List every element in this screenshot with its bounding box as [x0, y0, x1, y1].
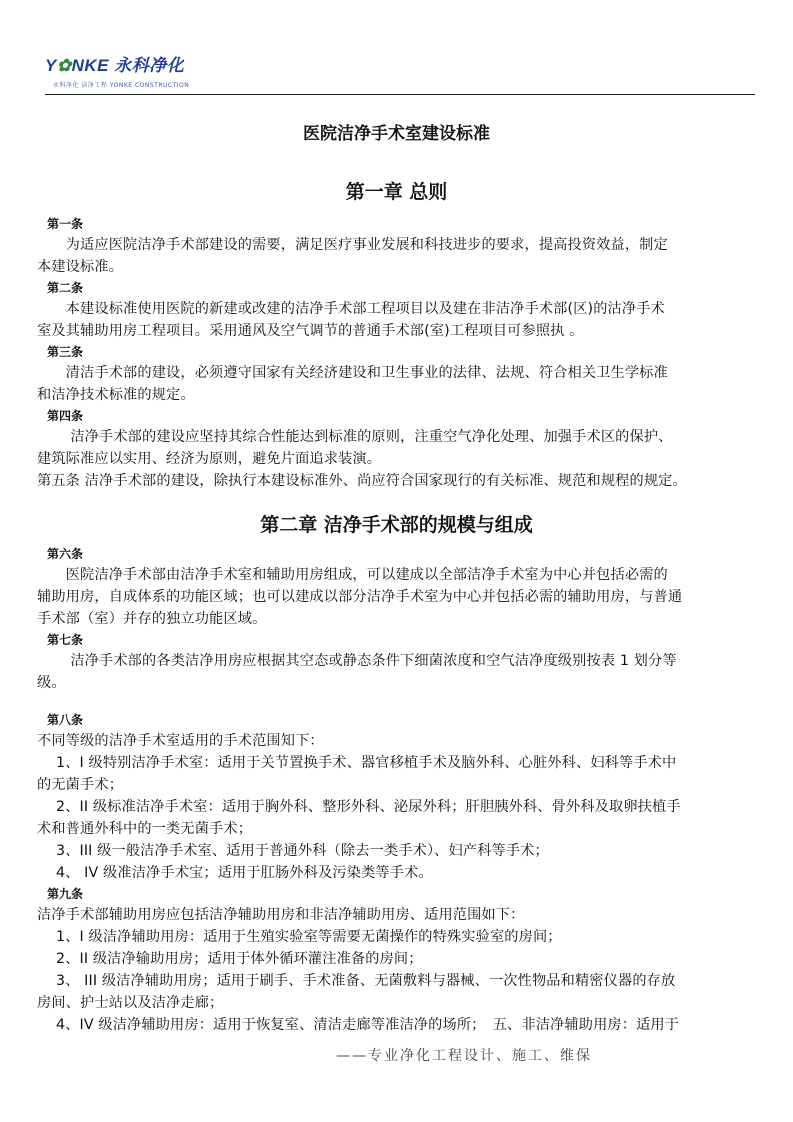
article-text-line: 医院洁净手术部由洁净手术室和辅助用房组成，可以建成以全部洁净手术室为中心并包括必需的 [37, 567, 668, 583]
article-text-line: 3、 III 级洁净辅助用房；适用于刷手、手术准备、无菌敷料与器械、一次性物品和精密仪器的存放 [37, 973, 676, 989]
article-text-line [37, 694, 759, 710]
chapter-1-body [37, 214, 759, 492]
article-text-line: 清洁手术部的建设，必须遵守国家有关经济建设和卫生事业的法律、法规、符合相关卫生学标准 [37, 365, 668, 381]
document-title: 医院洁净手术室建设标准 [303, 124, 490, 144]
article-label: 第四条 [47, 409, 84, 423]
article-label: 第九条 [47, 887, 84, 901]
article-label: 第二条 [47, 281, 84, 295]
article-text-line: 洁净手术部的各类洁净用房应根据其空态或静态条件下细菌浓度和空气洁净度级别按表 1 划分等 [37, 653, 677, 669]
article-text-line: 洁净手术部的建设应坚持其综合性能达到标准的原则，注重空气净化处理、加强手术区的保护、 [37, 429, 673, 445]
chapter-1-title: 第一章 总则 [345, 181, 448, 203]
article-text-line: 本建设标准。 [37, 259, 124, 275]
article-text-line: 4、 IV 级准洁净手术宝；适用于肛肠外科及污染类等手术。 [37, 865, 433, 881]
article-text-line: 3、III 级一般洁净手术室、适用于普通外科（除去一类手术）、妇产科等手术； [37, 843, 549, 859]
article-text-line: 2、II 级标准洁净手术室：适用于胸外科、整形外科、泌尿外科；肝胆胰外科、骨外科及取卵扶植手 [37, 799, 681, 815]
article-text-line: 2、II 级洁净输助用房；适用于体外循环灌注准备的房间； [37, 951, 423, 967]
article-text-line: 术和普通外科中的一类无菌手术； [37, 821, 253, 837]
article-text-line: 手术部（室）并存的独立功能区域。 [37, 611, 267, 627]
article-text-line: 洁净手术部辅助用房应包括洁净辅助用房和非洁净辅助用房、适用范围如下： [37, 907, 525, 923]
page-footer: ——专业净化工程设计、施工、维保 [336, 1048, 592, 1064]
article-text-line: 建筑际准应以实用、经济为原则，避免片面追求装演。 [37, 451, 382, 467]
article-text-line: 1、I 级洁净辅助用房：适用于生殖实验室等需要无菌操作的特殊实验室的房间； [37, 929, 562, 945]
article-text-line: 的无菌手术； [37, 777, 124, 793]
article-text-line: 为适应医院洁净手术部建设的需要，满足医疗事业发展和科技进步的要求，提高投资效益，制定 [37, 237, 668, 253]
article-text-line: 1、I 级特别洁净手术室：适用于关节置换手术、器官移植手术及脑外科、心脏外科、妇科等手术中 [37, 755, 677, 771]
article-label: 第三条 [47, 345, 84, 359]
chapter-2-body [37, 544, 759, 1036]
article-text-line: 本建设标准使用医院的新建或改建的洁净手术部工程项目以及建在非洁净手术部(区)的沽净手术 [37, 301, 665, 317]
article-5-text: 第五条 洁净手术部的建设，除执行本建设标准外、尚应符合国家现行的有关标准、规范和规程的规定。 [37, 473, 687, 489]
company-logo: Y✿NKE 永科净化 [45, 56, 185, 75]
article-text-line: 级。 [37, 675, 66, 691]
article-label: 第八条 [47, 713, 84, 727]
article-label: 第七条 [47, 633, 84, 647]
article-text-line: 和洁净技术标准的规定。 [37, 387, 195, 403]
page-header [45, 56, 755, 95]
logo-fan-icon: ✿ [56, 56, 72, 75]
article-text-line: 室及其辅助用房工程项目。采用通风及空气调节的普通手术部(室)工程项目可参照执 。 [37, 323, 584, 339]
article-text-line: 辅助用房，自成体系的功能区域；也可以建成以部分洁净手术室为中心并包括必需的辅助用房，与普通 [37, 589, 683, 605]
article-text-line: 不同等级的洁净手术室适用的手术范围知下： [37, 733, 324, 749]
article-text-line: 4、IV 级洁净辅助用房：适用于恢复室、清洁走廊等准洁净的场所； 五、非洁净辅助用房：适用于 [37, 1017, 680, 1033]
logo-subtitle: 永科净化 洁净工程 YONKE CONSTRUCTION [53, 82, 190, 89]
article-label: 第一条 [47, 217, 84, 231]
chapter-2-title: 第二章 洁净手术部的规模与组成 [260, 514, 533, 536]
article-label: 第六条 [47, 547, 84, 561]
article-text-line: 房间、护士站以及洁净走廊； [37, 995, 224, 1011]
